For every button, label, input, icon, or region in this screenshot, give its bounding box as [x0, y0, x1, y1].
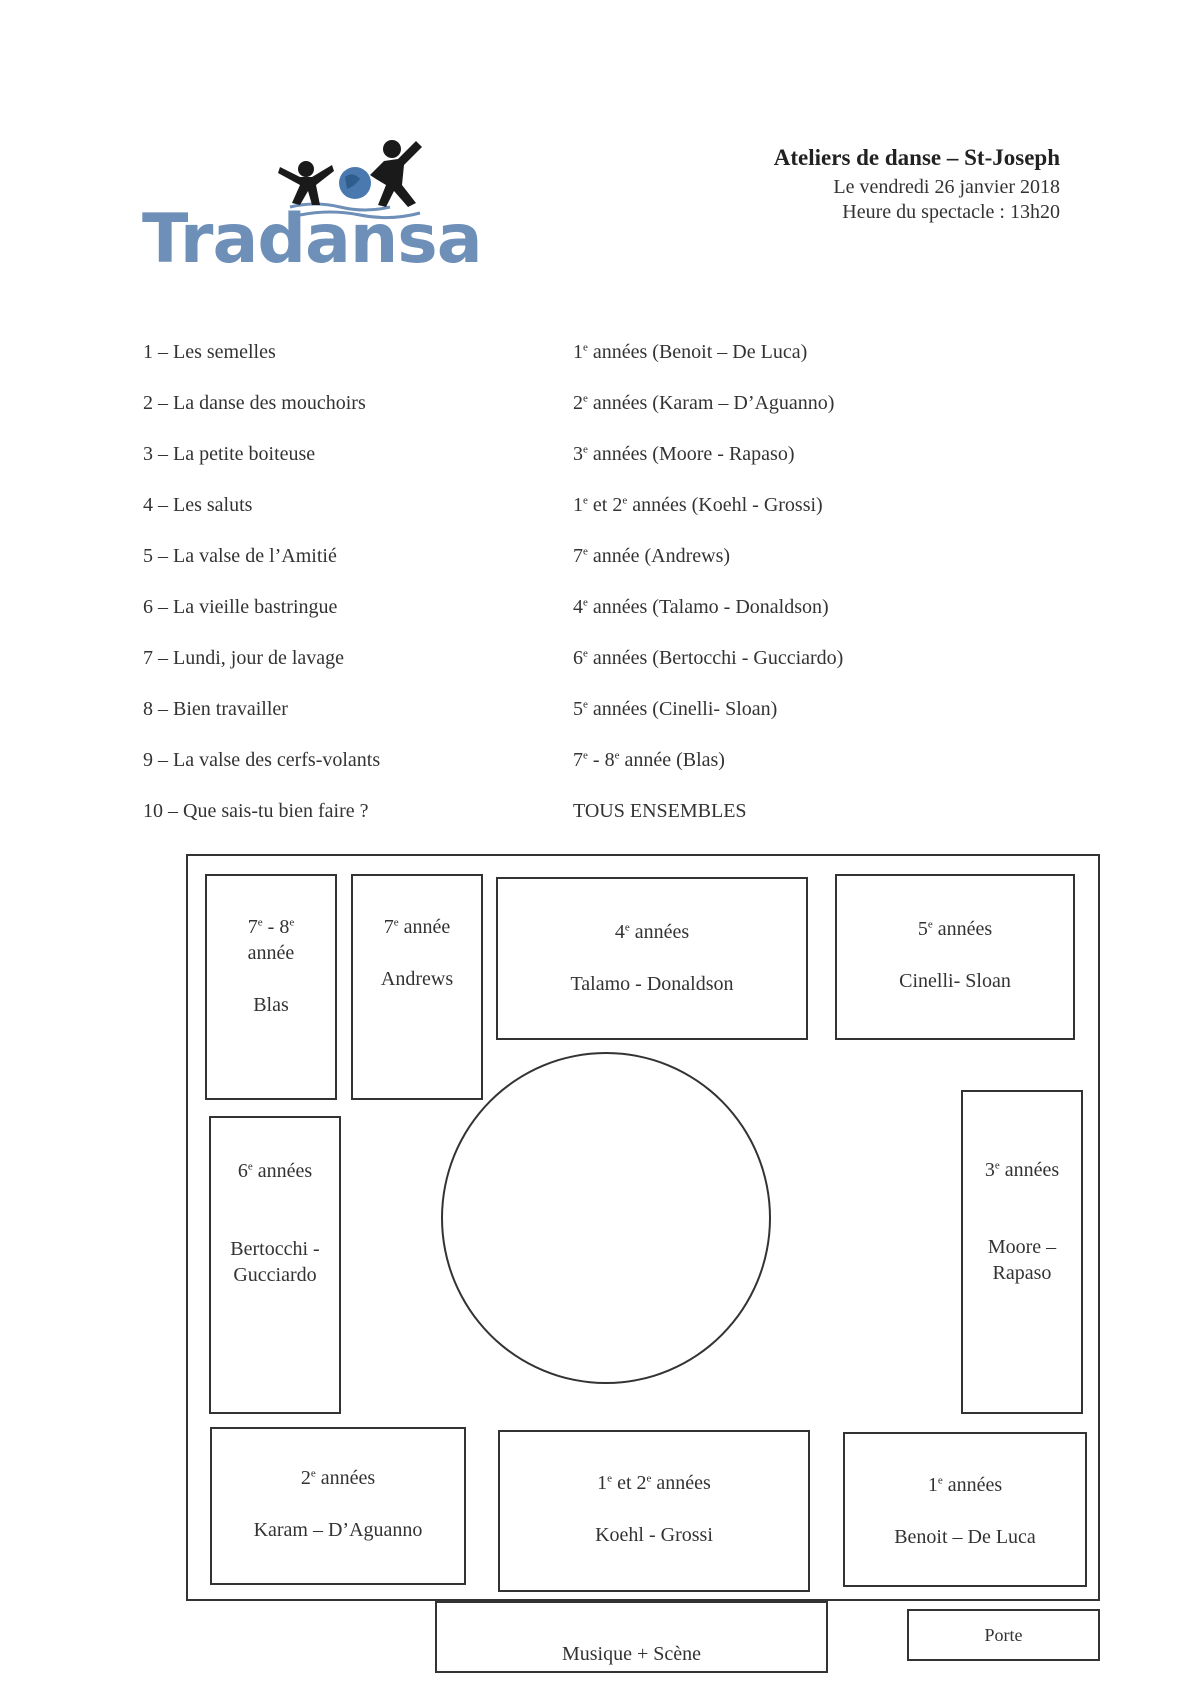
- program-dance-name: 1 – Les semelles: [143, 341, 276, 363]
- program-dance-name: 10 – Que sais-tu bien faire ?: [143, 800, 369, 822]
- plan-box-grade: 1e et 2e années: [597, 1472, 711, 1494]
- plan-box-names: Andrews: [380, 968, 454, 990]
- plan-box-names: Blas: [253, 994, 289, 1016]
- program-dance-name: 9 – La valse des cerfs-volants: [143, 749, 381, 771]
- program-group: 7e - 8e année (Blas): [573, 749, 725, 771]
- plan-box-names-1: Bertocchi -: [230, 1238, 320, 1260]
- program-dance-name: 3 – La petite boiteuse: [143, 443, 316, 465]
- program-row: [143, 596, 1143, 626]
- plan-box-1-2: [498, 1430, 810, 1592]
- plan-box-3: [961, 1090, 1083, 1414]
- plan-box-names: Cinelli- Sloan: [899, 970, 1011, 992]
- program-group: 1e années (Benoit – De Luca): [573, 341, 808, 363]
- program-row: [143, 392, 1143, 422]
- program-group: TOUS ENSEMBLES: [573, 800, 747, 822]
- event-date: Le vendredi 26 janvier 2018: [833, 176, 1060, 198]
- plan-box-grade: 2e années: [300, 1467, 376, 1489]
- dance-circle: [441, 1052, 771, 1384]
- program-group: 1e et 2e années (Koehl - Grossi): [573, 494, 823, 516]
- plan-box-7-8: [205, 874, 337, 1100]
- program-group: 5e années (Cinelli- Sloan): [573, 698, 778, 720]
- program-group: 6e années (Bertocchi - Gucciardo): [573, 647, 844, 669]
- program-row: [143, 443, 1143, 473]
- program-group: 2e années (Karam – D’Aguanno): [573, 392, 835, 414]
- plan-box-6: [209, 1116, 341, 1414]
- plan-box-label: année: [247, 942, 295, 964]
- program-dance-name: 5 – La valse de l’Amitié: [143, 545, 337, 567]
- program-row: [143, 698, 1143, 728]
- program-group: 4e années (Talamo - Donaldson): [573, 596, 829, 618]
- program-row: [143, 800, 1143, 830]
- program-dance-name: 2 – La danse des mouchoirs: [143, 392, 366, 414]
- door-label: Porte: [984, 1625, 1023, 1645]
- page-title: Ateliers de danse – St-Joseph: [773, 145, 1060, 170]
- plan-box-grade: 3e années: [984, 1159, 1060, 1181]
- program-dance-name: 7 – Lundi, jour de lavage: [143, 647, 345, 669]
- plan-box-grade: 7e année: [383, 916, 451, 938]
- program-dance-name: 6 – La vieille bastringue: [143, 596, 338, 618]
- program-row: [143, 545, 1143, 575]
- stage-label: Musique + Scène: [561, 1643, 702, 1665]
- plan-box-names: Talamo - Donaldson: [570, 973, 734, 995]
- plan-box-5: [835, 874, 1075, 1040]
- plan-box-grade: 4e années: [614, 921, 690, 943]
- plan-box-names: Benoit – De Luca: [894, 1526, 1036, 1548]
- plan-box-grade: 5e années: [917, 918, 993, 940]
- plan-box-7: [351, 874, 483, 1100]
- door-box: [907, 1609, 1100, 1661]
- show-time: Heure du spectacle : 13h20: [842, 201, 1060, 223]
- plan-box-names: Karam – D’Aguanno: [253, 1519, 423, 1541]
- plan-box-grade: 6e années: [237, 1160, 313, 1182]
- stage-box: [435, 1601, 828, 1673]
- plan-box-names-2: Rapaso: [992, 1262, 1052, 1284]
- program-row: [143, 494, 1143, 524]
- plan-box-1: [843, 1432, 1087, 1587]
- plan-box-2: [210, 1427, 466, 1585]
- logo-wordmark: Tradansa: [142, 200, 482, 279]
- plan-box-grade: 7e - 8e: [247, 916, 295, 938]
- plan-box-names-1: Moore –: [987, 1236, 1057, 1258]
- plan-box-4: [496, 877, 808, 1040]
- plan-box-names-2: Gucciardo: [233, 1264, 317, 1286]
- program-group: 7e année (Andrews): [573, 545, 731, 567]
- program-row: [143, 341, 1143, 371]
- program-row: [143, 749, 1143, 779]
- program-row: [143, 647, 1143, 677]
- program-dance-name: 4 – Les saluts: [143, 494, 253, 516]
- plan-box-grade: 1e années: [927, 1474, 1003, 1496]
- program-group: 3e années (Moore - Rapaso): [573, 443, 795, 465]
- plan-box-names: Koehl - Grossi: [595, 1524, 713, 1546]
- program-dance-name: 8 – Bien travailler: [143, 698, 288, 720]
